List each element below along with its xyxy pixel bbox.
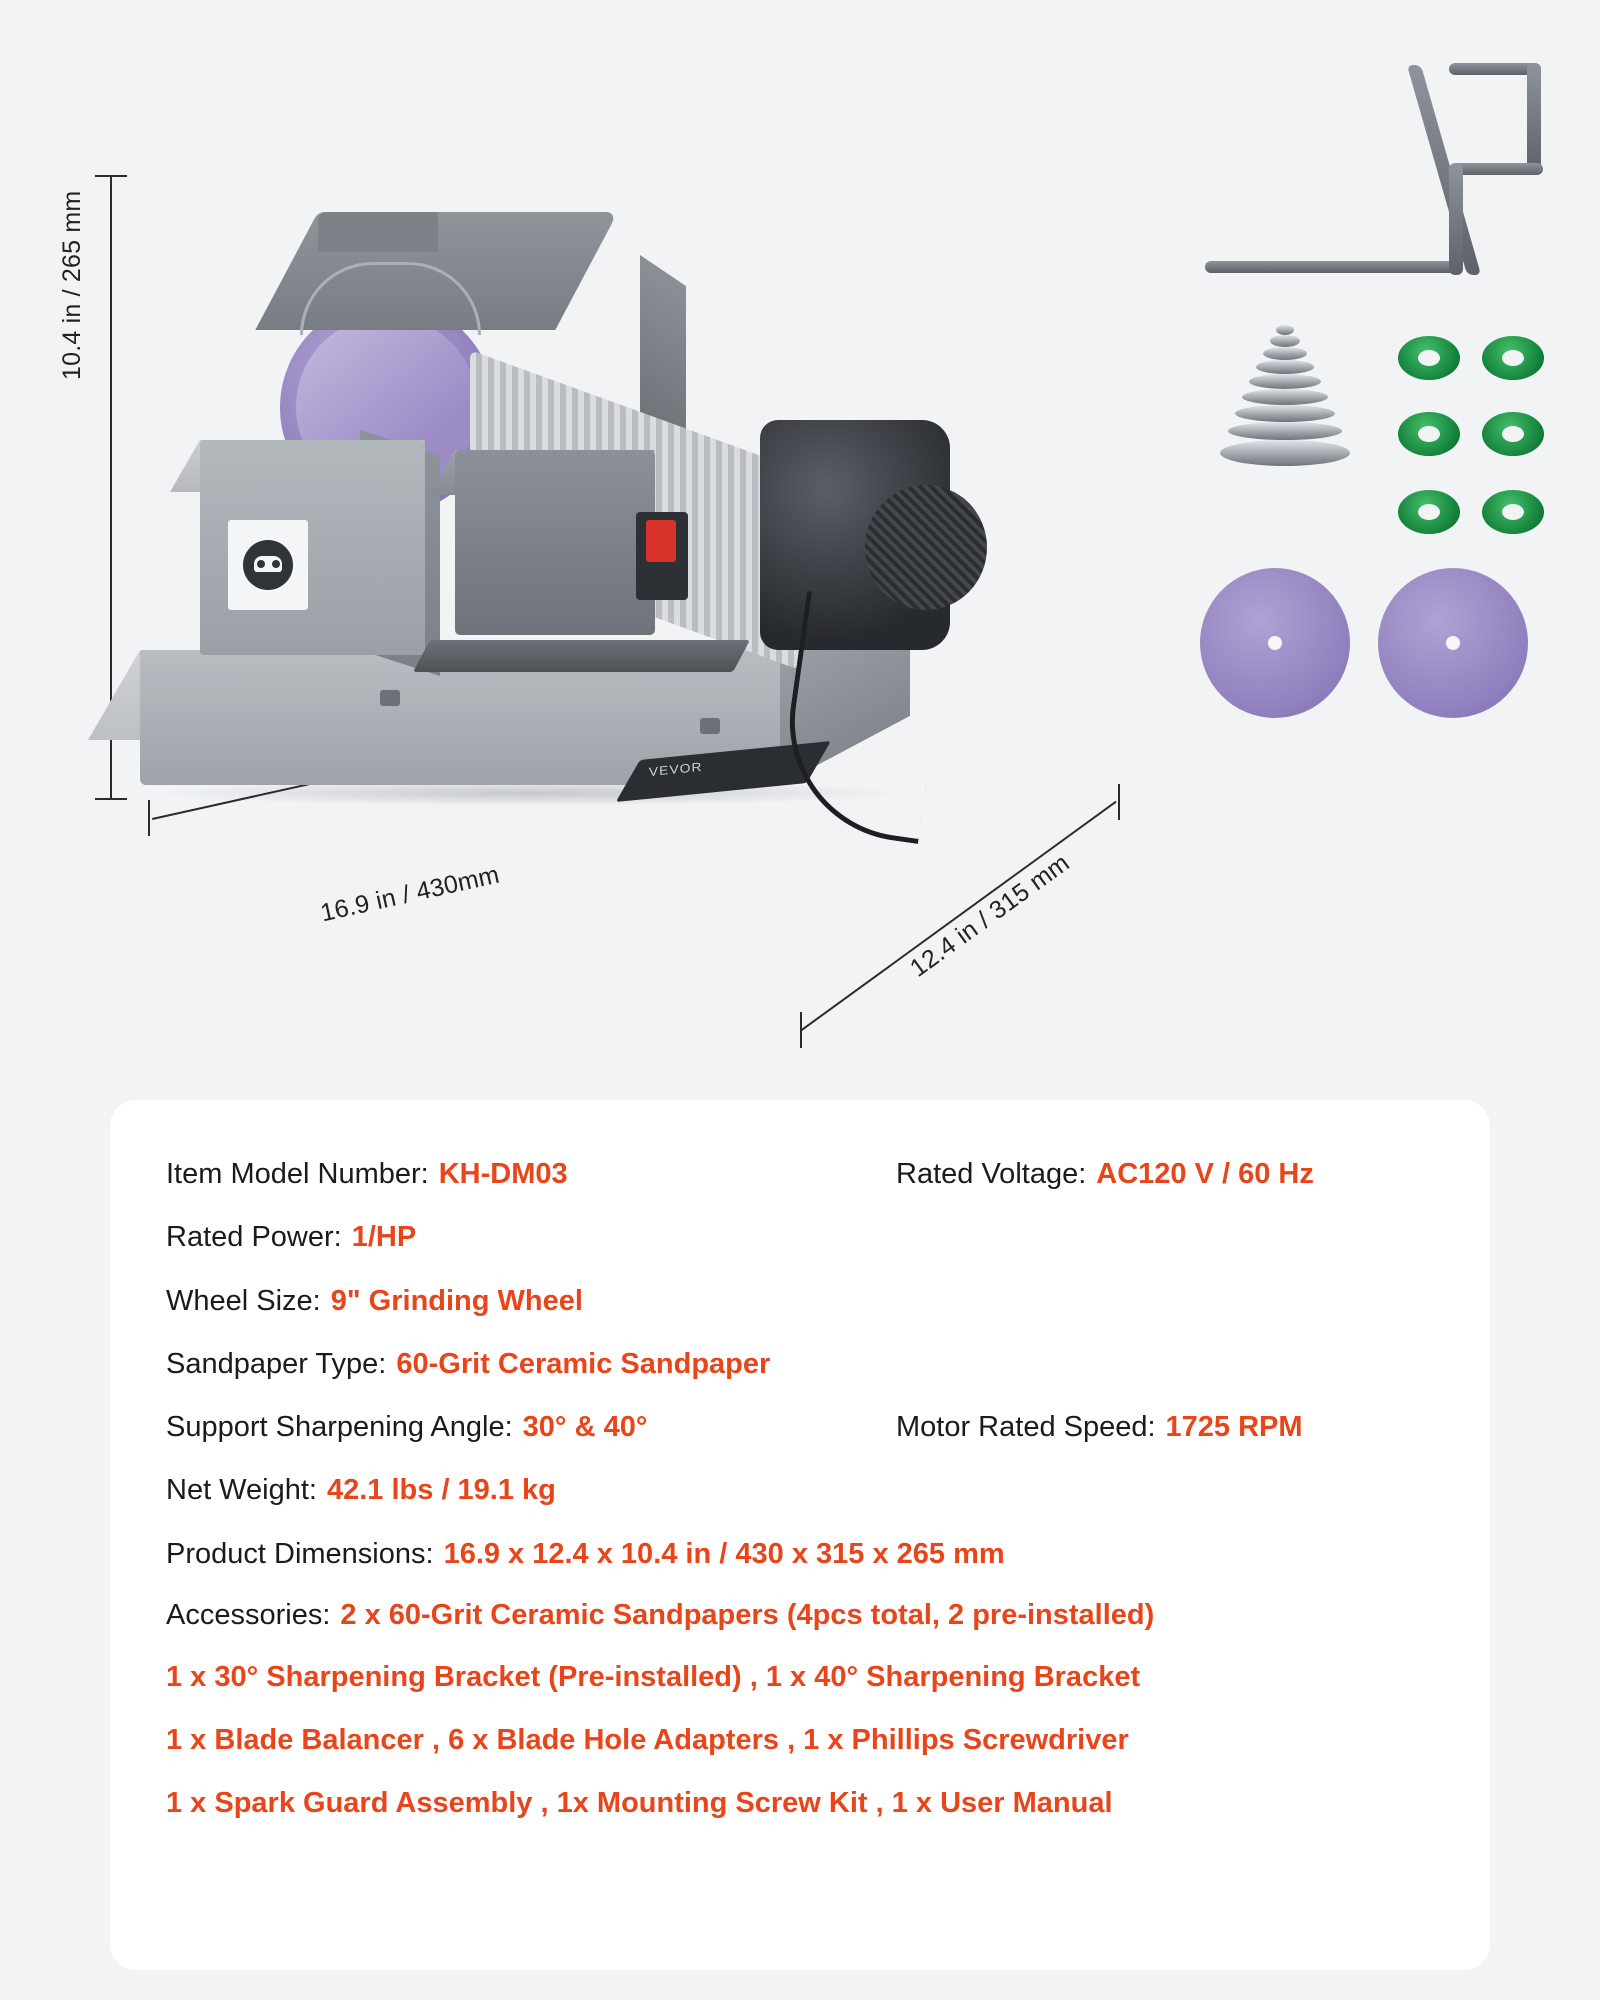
depth-dimension-label: 12.4 in / 315 mm xyxy=(905,848,1075,983)
spec-value: 2 x 60-Grit Ceramic Sandpapers (4pcs total, 2 pre-installed) xyxy=(340,1598,1155,1631)
blade-balancer-cone-icon xyxy=(1225,325,1345,475)
power-switch[interactable] xyxy=(646,520,676,562)
accessory-line: 1 x Spark Guard Assembly , 1x Mounting Screw Kit , 1 x User Manual xyxy=(166,1787,1113,1820)
wheel-guard-front xyxy=(318,212,438,252)
safety-goggles-eye-left xyxy=(257,560,265,568)
depth-dimension-line xyxy=(800,801,1117,1032)
spec-label: Sandpaper Type: xyxy=(166,1347,387,1380)
blade-hole-adapter-icon xyxy=(1482,490,1544,534)
sharpening-bracket-icon xyxy=(1205,55,1545,285)
blade-hole-adapter-icon xyxy=(1398,412,1460,456)
ceramic-sandpaper-disc-icon xyxy=(1200,568,1350,718)
spec-row xyxy=(166,1219,1434,1255)
spec-value: KH-DM03 xyxy=(438,1158,568,1190)
spec-row xyxy=(166,1156,1434,1192)
spec-label: Net Weight: xyxy=(166,1474,317,1507)
spec-row xyxy=(166,1536,1434,1572)
spec-label: Wheel Size: xyxy=(166,1284,321,1317)
spec-label: Product Dimensions: xyxy=(166,1537,434,1570)
mount-bolt-right xyxy=(700,718,720,734)
height-dimension-tick-top xyxy=(95,175,127,177)
brand-plate-text: VEVOR xyxy=(648,759,703,779)
spec-value: 16.9 x 12.4 x 10.4 in / 430 x 315 x 265 mm xyxy=(443,1537,1005,1570)
safety-goggles-eye-right xyxy=(272,560,280,568)
height-dimension-label: 10.4 in / 265 mm xyxy=(58,190,86,380)
mount-bolt-left xyxy=(380,690,400,706)
specification-card xyxy=(110,1100,1490,1970)
spec-label: Accessories: xyxy=(166,1598,331,1631)
spec-value: 42.1 lbs / 19.1 kg xyxy=(326,1474,556,1507)
spec-support-sharpening-angle xyxy=(166,1409,896,1445)
spec-label: Motor Rated Speed: xyxy=(896,1411,1156,1443)
spec-value: 60-Grit Ceramic Sandpaper xyxy=(396,1347,771,1380)
spec-value: 1/HP xyxy=(351,1221,417,1254)
spec-value: 1725 RPM xyxy=(1165,1411,1303,1443)
spec-value: 30° & 40° xyxy=(522,1411,648,1443)
spec-row xyxy=(166,1409,1434,1445)
accessory-line: 1 x 30° Sharpening Bracket (Pre-installed) , 1 x 40° Sharpening Bracket xyxy=(166,1660,1141,1693)
motor-housing xyxy=(455,450,655,635)
accessory-line: 1 x Blade Balancer , 6 x Blade Hole Adapters , 1 x Phillips Screwdriver xyxy=(166,1724,1129,1756)
spec-label: Rated Power: xyxy=(166,1221,342,1254)
blade-hole-adapter-icon xyxy=(1482,412,1544,456)
blade-hole-adapter-icon xyxy=(1482,336,1544,380)
spec-row xyxy=(166,1472,1434,1508)
motor-fan-grille xyxy=(865,485,987,610)
spec-sandpaper-type xyxy=(166,1346,896,1382)
spec-row xyxy=(166,1346,1434,1382)
spec-item-model-number xyxy=(166,1156,896,1192)
power-cord xyxy=(774,591,950,844)
spec-wheel-size xyxy=(166,1283,896,1319)
blade-hole-adapter-icon xyxy=(1398,336,1460,380)
spec-label: Item Model Number: xyxy=(166,1158,429,1190)
depth-dimension-tick-far xyxy=(1118,784,1120,820)
height-dimension-tick-bottom xyxy=(95,798,127,800)
spec-rated-power xyxy=(166,1219,896,1255)
spec-accessories xyxy=(166,1599,1434,1632)
spec-value: AC120 V / 60 Hz xyxy=(1096,1158,1314,1190)
depth-dimension-tick-near xyxy=(800,1012,802,1048)
width-dimension-label: 16.9 in / 430mm xyxy=(318,860,503,928)
spec-label: Rated Voltage: xyxy=(896,1158,1087,1190)
blade-hole-adapter-icon xyxy=(1398,490,1460,534)
spec-label: Support Sharpening Angle: xyxy=(166,1411,513,1443)
motor-mount-bar xyxy=(413,640,750,672)
ceramic-sandpaper-disc-icon xyxy=(1378,568,1528,718)
spec-product-dimensions xyxy=(166,1536,1005,1572)
spec-rated-voltage xyxy=(896,1156,1314,1192)
spec-value: 9" Grinding Wheel xyxy=(330,1284,583,1317)
spec-motor-rated-speed xyxy=(896,1409,1303,1445)
spec-row xyxy=(166,1283,1434,1319)
spec-net-weight xyxy=(166,1472,896,1508)
